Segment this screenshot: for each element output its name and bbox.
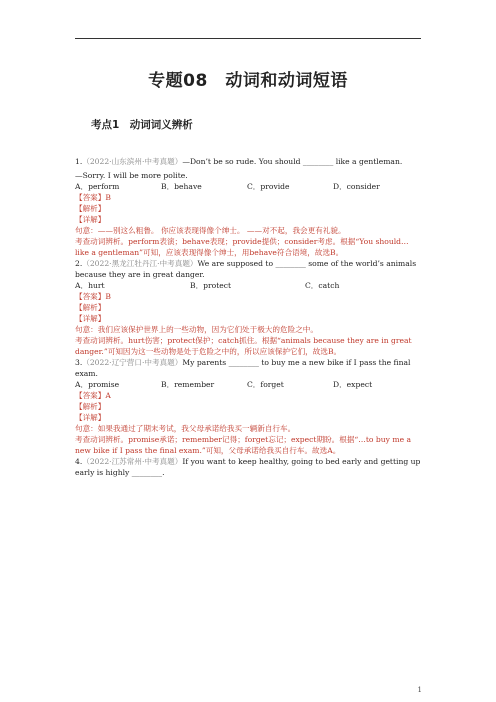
detail-label: 【详解】 xyxy=(75,413,106,422)
explanation-text: 考查动词辨析。perform表演；behave表现；provide提供；consider考虑。根据“You should…like a gentleman”可知，应该表现得像个绅士，用behave符合语境，故选B。 xyxy=(75,237,409,257)
option-a: A．perform xyxy=(75,182,120,191)
question-4-line xyxy=(75,456,421,478)
translation-text: 句意：——别这么粗鲁。 你应该表现得像个绅士。 ——对不起，我会更有礼貌。 xyxy=(75,226,346,235)
question-number: 2. xyxy=(75,259,83,268)
option-c: C．provide xyxy=(247,182,290,191)
explanation-text: 考查动词辨析。hurt伤害；protect保护；catch抓住。根据“animals because they are in great danger.”可知因为这一些动物是处于危险之中的，所以应该保护它们，故选B。 xyxy=(75,336,412,356)
option-c: C．catch xyxy=(305,281,340,290)
option-b: B．remember xyxy=(161,380,215,389)
explanation-text: 考查动词辨析。promise承诺；remember记得；forget忘记；expect期盼。根据“…to buy me a new bike if I pass the final exam.”可知，父母承诺给我买自行车。故选A。 xyxy=(75,435,412,455)
section-title: 考点1 动词词义辨析 xyxy=(91,119,193,131)
question-source: （2022·黑龙江牡丹江·中考真题） xyxy=(82,259,198,268)
analysis-label: 【解析】 xyxy=(75,303,106,312)
page-title: 专题08 动词和动词短语 xyxy=(148,71,348,91)
question-1-line xyxy=(75,156,421,167)
question-stem: We are supposed to ________ some of the world’s animals because they are in great danger. xyxy=(75,259,417,279)
detail-label: 【详解】 xyxy=(75,215,106,224)
page-number: 1 xyxy=(417,686,422,694)
question-number: 3. xyxy=(75,358,83,367)
answer-label: 【答案】B xyxy=(75,193,111,202)
option-d: D．expect xyxy=(333,380,373,389)
question-options xyxy=(75,181,421,192)
question-number: 1. xyxy=(75,157,83,166)
question-number: 4. xyxy=(75,457,83,466)
option-d: D．consider xyxy=(333,182,380,191)
question-source: （2022·辽宁营口·中考真题） xyxy=(82,358,183,367)
analysis-label: 【解析】 xyxy=(75,402,106,411)
option-a: A．hurt xyxy=(75,281,105,290)
question-2-line xyxy=(75,258,421,280)
question-source: （2022·山东滨州·中考真题） xyxy=(82,157,183,166)
translation-text: 句意：如果我通过了期末考试，我父母承诺给我买一辆新自行车。 xyxy=(75,424,296,433)
analysis-label: 【解析】 xyxy=(75,204,106,213)
translation-text: 句意：我们应该保护世界上的一些动物，因为它们处于极大的危险之中。 xyxy=(75,325,318,334)
document-body xyxy=(75,156,421,478)
question-stem: My parents ________ to buy me a new bike if I pass the final exam. xyxy=(75,358,411,378)
option-b: B．protect xyxy=(190,281,232,290)
question-stem: —Don’t be so rude. You should ________ like a gentleman. xyxy=(182,157,403,166)
detail-label: 【详解】 xyxy=(75,314,106,323)
option-a: A．promise xyxy=(75,380,120,389)
question-options xyxy=(75,280,421,291)
question-3-line xyxy=(75,357,421,379)
option-b: B．behave xyxy=(161,182,202,191)
option-c: C．forget xyxy=(247,380,284,389)
question-stem: If you want to keep healthy, going to bed early and getting up early is highly ________. xyxy=(75,457,421,477)
question-options xyxy=(75,379,421,390)
header-rule xyxy=(75,38,421,39)
answer-label: 【答案】A xyxy=(75,391,111,400)
question-source: （2022·江苏常州·中考真题） xyxy=(82,457,183,466)
answer-label: 【答案】B xyxy=(75,292,111,301)
question-stem-continued: —Sorry. I will be more polite. xyxy=(75,171,188,180)
